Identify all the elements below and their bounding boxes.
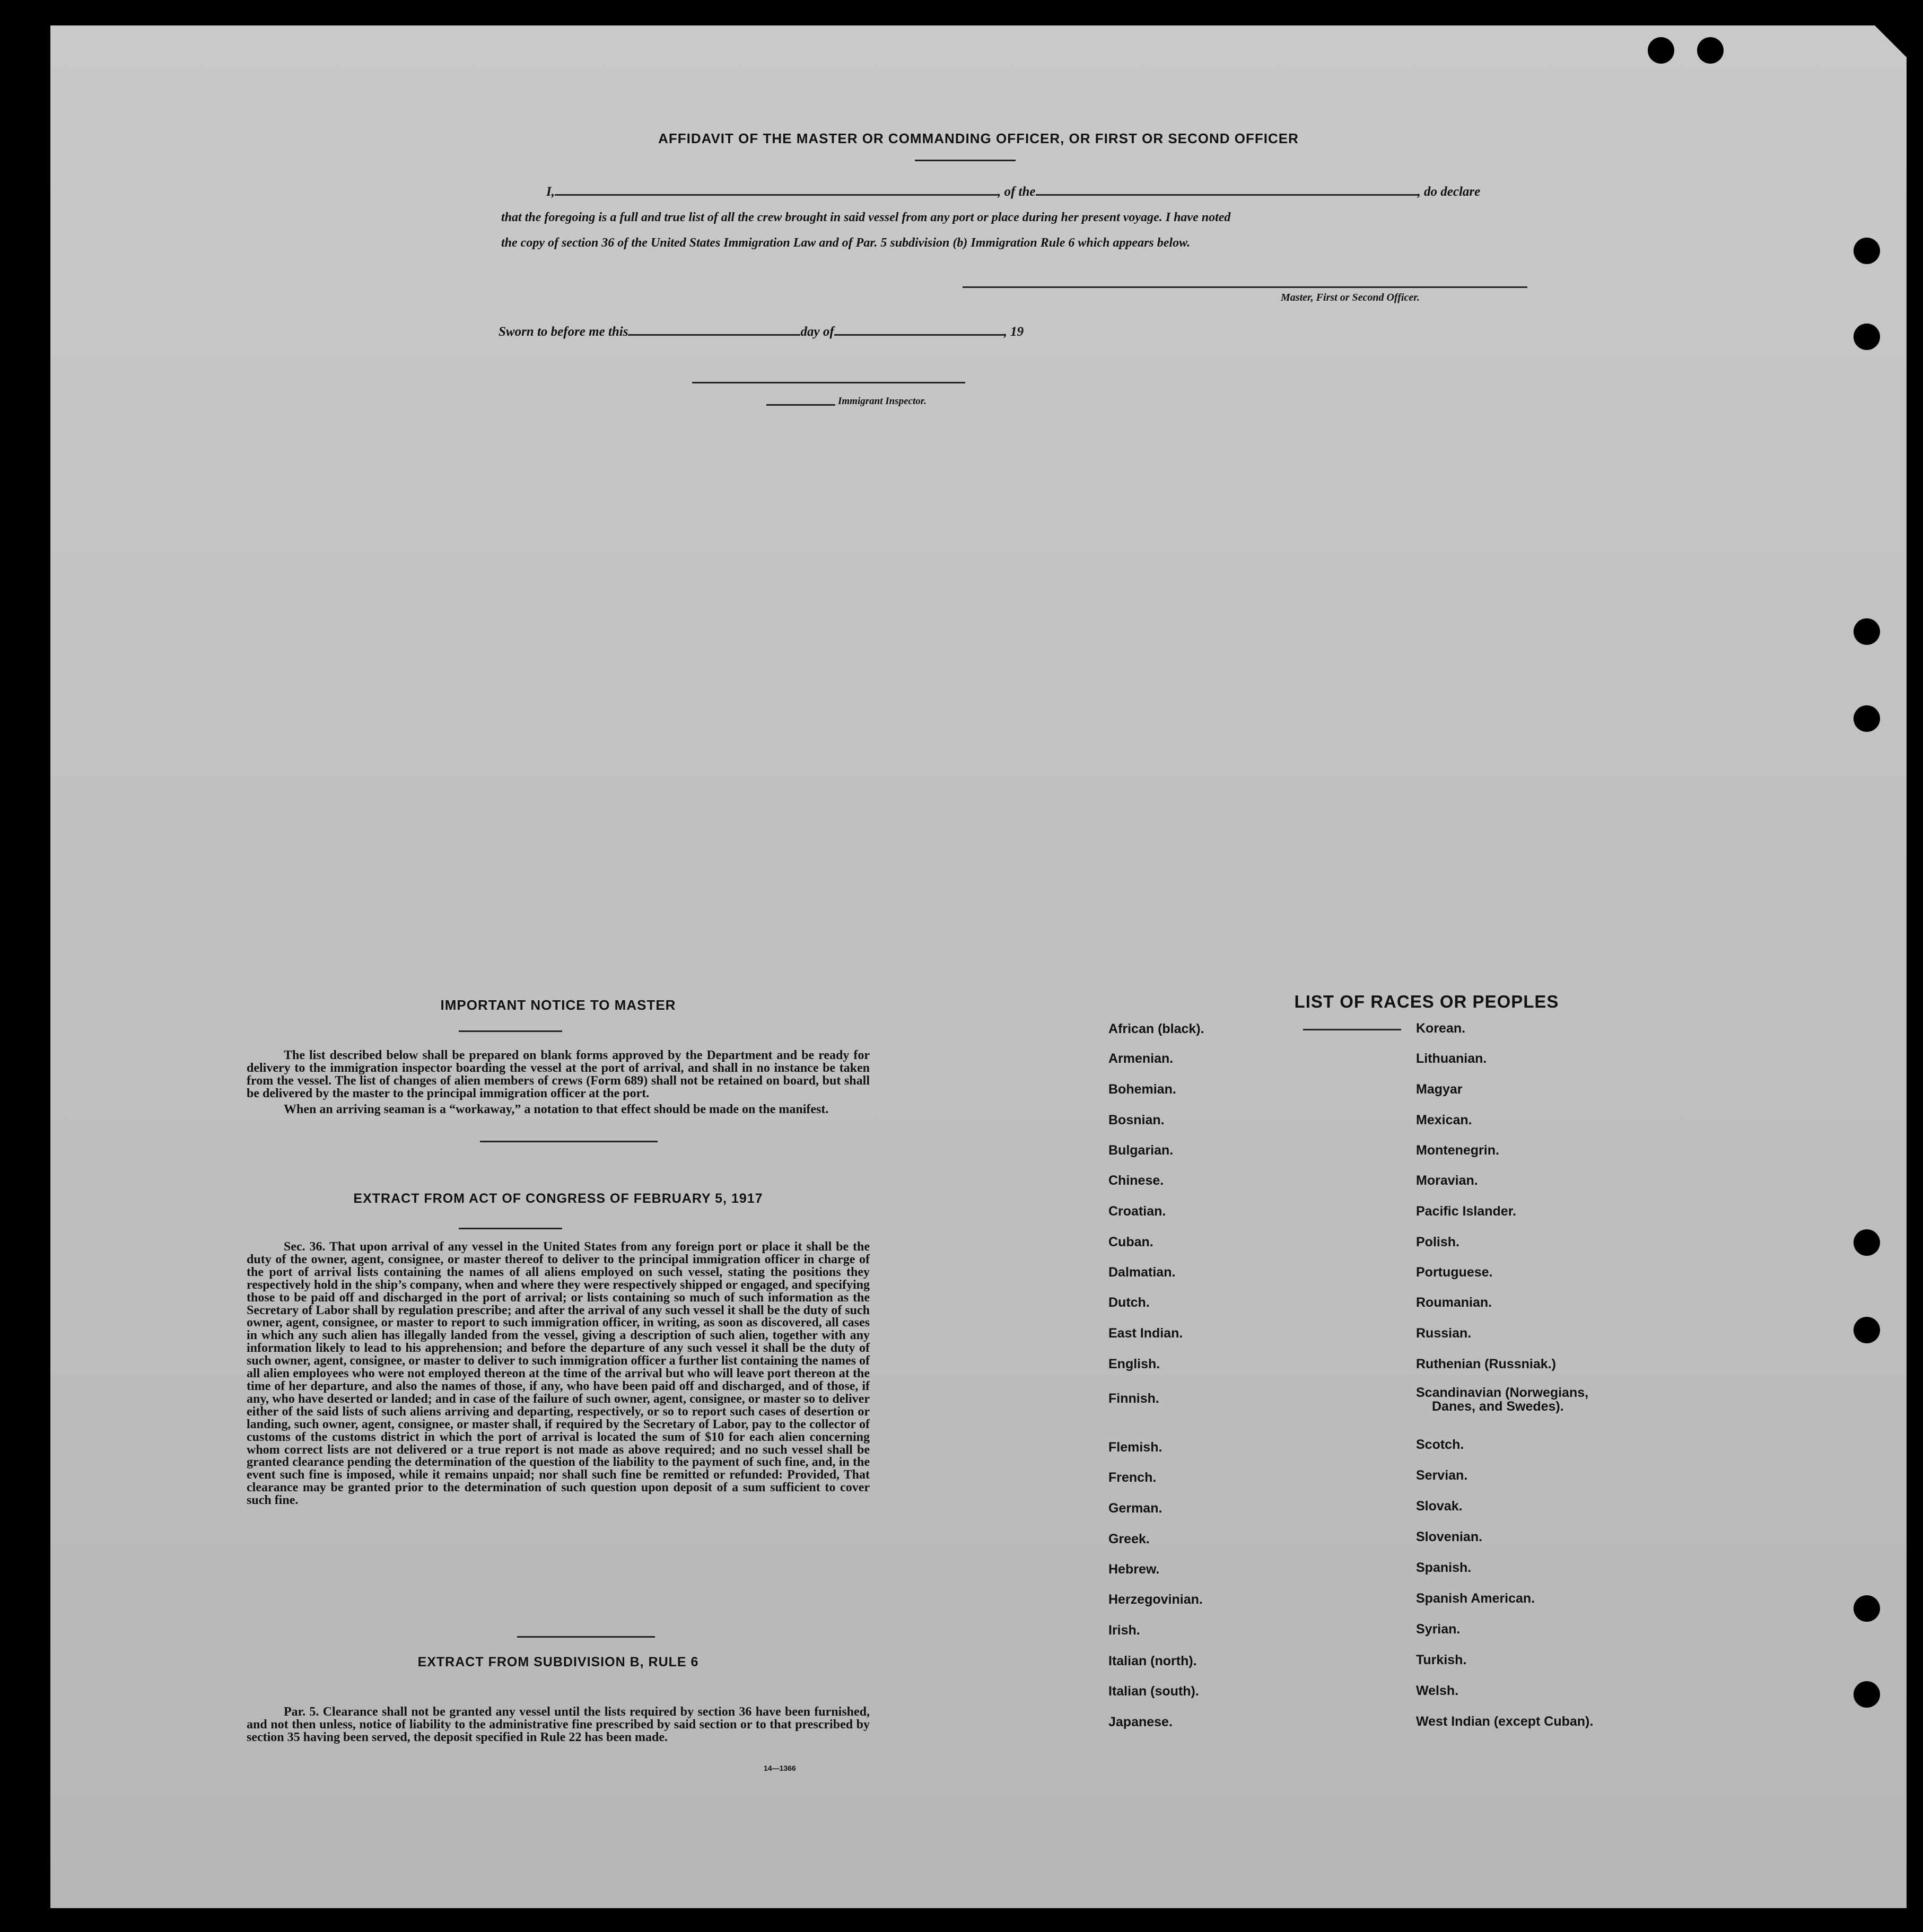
- race-item: Montenegrin.: [1416, 1143, 1499, 1158]
- race-item: Croatian.: [1108, 1204, 1166, 1219]
- race-item: Bosnian.: [1108, 1113, 1165, 1127]
- punch-hole: [1854, 238, 1880, 264]
- notice-paragraph-2: When an arriving seaman is a “workaway,” a notation to that effect should be made on the manifest.: [284, 1103, 829, 1116]
- race-item: Flemish.: [1108, 1440, 1162, 1455]
- punch-hole: [1854, 1681, 1880, 1708]
- race-item: French.: [1108, 1470, 1157, 1485]
- race-item: Greek.: [1108, 1532, 1150, 1546]
- act-rule: [459, 1228, 562, 1229]
- punch-hole: [1854, 1317, 1880, 1343]
- rule-paragraph: Par. 5. Clearance shall not be granted any vessel until the lists required by section 36 have been furnished, and not then unless, notice of liability to the administrative fine prescribed by said section or to that prescribed by section 35 having been served, the deposit specified in Rule 22 has been made.: [247, 1705, 870, 1744]
- race-item: Scandinavian (Norwegians,: [1416, 1385, 1589, 1400]
- race-item: Slovenian.: [1416, 1529, 1483, 1544]
- race-item: Slovak.: [1416, 1499, 1463, 1514]
- affidavit-title: AFFIDAVIT OF THE MASTER OR COMMANDING OFFICER, OR FIRST OR SECOND OFFICER: [658, 130, 1299, 146]
- race-item: Syrian.: [1416, 1622, 1461, 1637]
- race-item: Pacific Islander.: [1416, 1204, 1516, 1219]
- vessel-blank: [1036, 180, 1418, 196]
- rule-title: EXTRACT FROM SUBDIVISION B, RULE 6: [417, 1655, 699, 1669]
- notice-rule: [459, 1030, 562, 1032]
- race-item: Bohemian.: [1108, 1082, 1176, 1097]
- race-item: Dutch.: [1108, 1295, 1150, 1310]
- race-item: German.: [1108, 1501, 1162, 1516]
- race-item: Roumanian.: [1416, 1295, 1492, 1310]
- race-item: Russian.: [1416, 1326, 1472, 1341]
- punch-hole: [1854, 1229, 1880, 1256]
- race-item: Dalmatian.: [1108, 1265, 1176, 1280]
- declaration-line-2: that the foregoing is a full and true list of all the crew brought in said vessel from any port or place during her present voyage. I have noted: [501, 211, 1231, 224]
- sworn-month-blank: [834, 320, 1004, 336]
- race-item: Bulgarian.: [1108, 1143, 1174, 1158]
- title-rule: [915, 160, 1016, 161]
- race-item: Italian (north).: [1108, 1654, 1197, 1668]
- name-blank: [555, 180, 998, 196]
- punch-hole: [1648, 37, 1674, 64]
- master-signature-label: Master, First or Second Officer.: [1281, 292, 1420, 303]
- notice-paragraph-1: The list described below shall be prepared on blank forms approved by the Department and be ready for delivery to the immigration inspector boarding the vessel at the port of arrival, and shall in no instance be taken from the vessel. The list of changes of alien members of crews (Form 689) shall not be retained on board, but shall be delivered by the master to the principal immigration officer at the port.: [247, 1048, 870, 1100]
- act-body: [247, 1241, 870, 1507]
- corner-notch: [1875, 25, 1907, 57]
- race-item: Japanese.: [1108, 1715, 1173, 1729]
- race-item: Servian.: [1416, 1468, 1468, 1483]
- sworn-day-blank: [628, 320, 800, 336]
- race-item: Hebrew.: [1108, 1562, 1160, 1577]
- race-item: East Indian.: [1108, 1326, 1183, 1341]
- punch-hole: [1854, 1595, 1880, 1622]
- act-end-rule: [517, 1636, 655, 1638]
- race-item: Cuban.: [1108, 1235, 1153, 1249]
- inspector-short-rule: [766, 404, 835, 406]
- race-item: Ruthenian (Russniak.): [1416, 1357, 1556, 1371]
- declaration-line-1: [501, 179, 1533, 205]
- punch-hole: [1854, 705, 1880, 732]
- race-item: Korean.: [1416, 1021, 1466, 1036]
- punch-hole: [1854, 324, 1880, 350]
- race-item: English.: [1108, 1357, 1160, 1371]
- race-item: Portuguese.: [1416, 1265, 1493, 1280]
- race-item: Danes, and Swedes).: [1432, 1399, 1564, 1414]
- decl-of-the: , of the: [997, 185, 1036, 199]
- race-item: Herzegovinian.: [1108, 1592, 1203, 1607]
- declaration: [501, 179, 1533, 256]
- rule-body: [247, 1706, 870, 1744]
- document-sheet: [50, 25, 1907, 1908]
- race-item: Magyar: [1416, 1082, 1463, 1097]
- sworn-day-of: day of: [800, 325, 834, 339]
- sworn-line: [499, 319, 1188, 345]
- inspector-signature-line: [692, 382, 965, 383]
- master-signature-line: [963, 286, 1527, 288]
- decl-do-declare: , do declare: [1417, 185, 1481, 199]
- race-item: Lithuanian.: [1416, 1051, 1487, 1066]
- inspector-label: Immigrant Inspector.: [838, 396, 926, 407]
- race-item: Scotch.: [1416, 1437, 1464, 1452]
- race-item: Polish.: [1416, 1235, 1459, 1249]
- form-number: 14—1366: [764, 1764, 796, 1772]
- notice-title: IMPORTANT NOTICE TO MASTER: [440, 997, 676, 1013]
- race-item: African (black).: [1108, 1021, 1204, 1036]
- sworn-text: Sworn to before me this: [499, 325, 628, 339]
- race-item: Spanish.: [1416, 1560, 1472, 1575]
- race-item: Irish.: [1108, 1623, 1140, 1638]
- races-title: LIST OF RACES OR PEOPLES: [1294, 992, 1559, 1011]
- race-item: Italian (south).: [1108, 1684, 1199, 1699]
- race-item: Mexican.: [1416, 1113, 1472, 1127]
- race-item: Spanish American.: [1416, 1591, 1535, 1606]
- punch-hole: [1854, 618, 1880, 645]
- race-item: Welsh.: [1416, 1683, 1459, 1698]
- notice-body: [247, 1049, 870, 1116]
- race-item: Turkish.: [1416, 1653, 1467, 1667]
- race-item: West Indian (except Cuban).: [1416, 1714, 1594, 1729]
- notice-end-rule: [480, 1141, 658, 1142]
- act-title: EXTRACT FROM ACT OF CONGRESS OF FEBRUARY 5, 1917: [353, 1191, 763, 1206]
- races-rule: [1303, 1029, 1401, 1030]
- decl-i: I,: [546, 185, 555, 199]
- race-item: Armenian.: [1108, 1051, 1174, 1066]
- act-paragraph: Sec. 36. That upon arrival of any vessel in the United States from any foreign port or place it shall be the duty of the owner, agent, consignee, or master thereof to deliver to the principal immigration officer in charge of the port of arrival lists containing the names of all aliens employed on such vessel, stating the positions they respectively hold in the ship’s company, when and where they were respectively shipped or engaged, and specifying those to be paid off and discharged in the port of arrival; or lists containing so much of such information as the Secretary of Labor shall by regulation prescribe; and after the arrival of any such vessel it shall be the duty of such owner, agent, consignee, or master to report to such immigration officer, in writing, as soon as discovered, all cases in which any such alien has illegally landed from the vessel, giving a description of such alien, together with any information likely to lead to his apprehension; and before the departure of any such vessel it shall be the duty of such owner, agent, consignee, or master to deliver to such immigration officer a further list containing the names of all alien employees who were not employed thereon at the time of the arrival but who will leave port thereon at the time of her departure, and also the names of those, if any, who have been paid off and discharged, and of those, if any, who have deserted or landed; and in case of the failure of such owner, agent, consignee, or master so to deliver either of the said lists of such aliens arriving and departing, respectively, or so to report such cases of desertion or landing, such owner, agent, consignee, or master shall, if required by the Secretary of Labor, pay to the collector of customs of the customs district in which the port of arrival is located the sum of $10 for each alien concerning whom correct lists are not delivered or a true report is not made as above required; and no such vessel shall be granted clearance pending the determination of the question of the liability to the payment of such fine, and, in the event such fine is imposed, while it remains unpaid; nor shall such fine be remitted or refunded: Provided, That clearance may be granted prior to the determination of such question upon deposit of a sum sufficient to cover such fine.: [247, 1240, 870, 1508]
- race-item: Finnish.: [1108, 1391, 1159, 1406]
- race-item: Moravian.: [1416, 1173, 1478, 1188]
- sworn-year: , 19: [1003, 325, 1024, 339]
- declaration-line-3: the copy of section 36 of the United States Immigration Law and of Par. 5 subdivision (b) Immigration Rule 6 which appears below.: [501, 236, 1191, 250]
- race-item: Chinese.: [1108, 1173, 1164, 1188]
- punch-hole: [1697, 37, 1724, 64]
